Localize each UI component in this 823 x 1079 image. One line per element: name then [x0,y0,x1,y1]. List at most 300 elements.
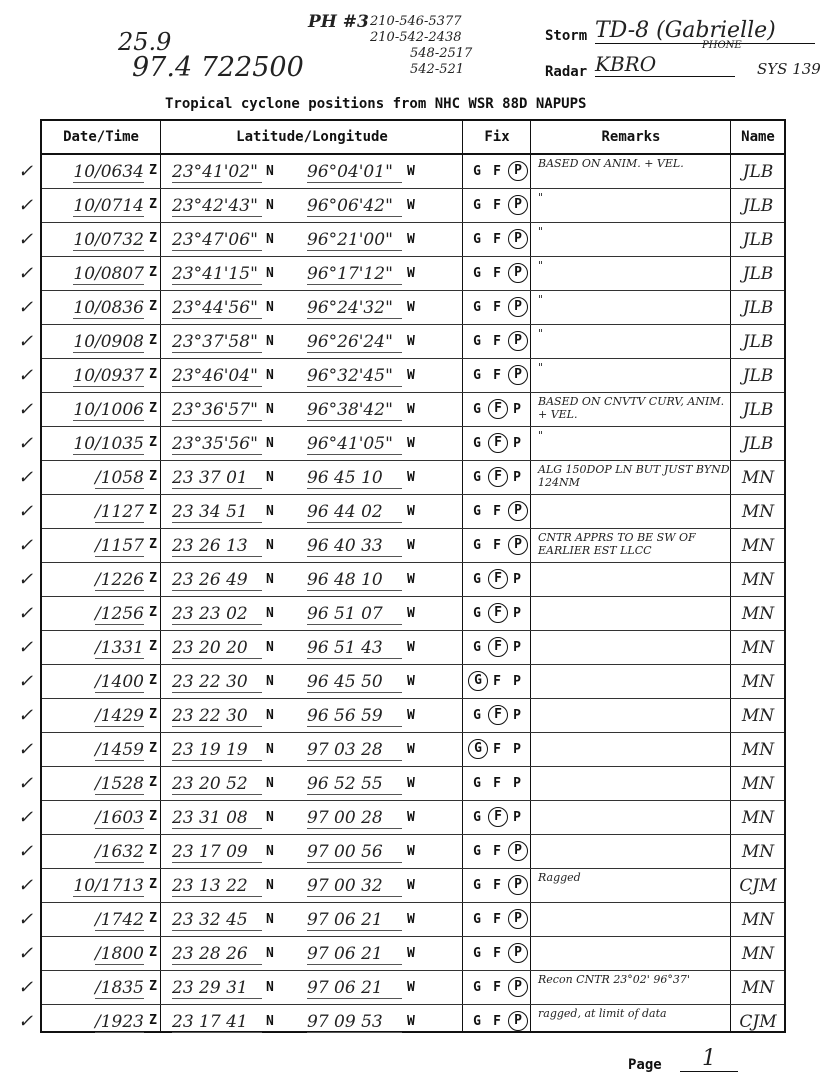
fix-option-g[interactable]: G [473,640,481,655]
datetime-cell [42,563,160,596]
longitude-value[interactable]: 96°26'24" [307,332,402,353]
remarks-cell[interactable]: " [538,327,544,340]
remarks-cell[interactable]: BASED ON ANIM. + VEL. [538,157,684,170]
fix-option-f[interactable]: F [488,807,508,827]
remarks-cell[interactable]: " [538,225,544,238]
remarks-cell[interactable]: Ragged [538,871,581,884]
fix-option-g[interactable]: G [473,572,481,587]
zulu-label: Z [149,639,157,654]
fix-option-g[interactable]: G [473,606,481,621]
name-cell[interactable]: CJM [739,876,777,896]
fix-option-p[interactable]: P [513,674,521,689]
fix-option-f[interactable]: F [488,467,508,487]
remarks-cell[interactable]: CNTR APPRS TO BE SW OF EARLIER EST LLCC [538,531,696,557]
fix-option-f[interactable]: F [493,198,501,213]
longitude-value[interactable]: 96 51 07 [307,604,402,625]
fix-option-f[interactable]: F [493,164,501,179]
name-cell[interactable]: JLB [742,196,774,216]
west-label: W [407,538,415,553]
latitude-value[interactable]: 23 29 31 [172,978,262,999]
table-row [18,393,784,427]
fix-option-p[interactable]: P [508,841,528,861]
fix-cell [464,529,530,562]
latitude-value[interactable]: 23 13 22 [172,876,262,897]
latlon-cell [162,359,462,392]
fix-option-f[interactable]: F [488,399,508,419]
fix-option-p[interactable]: P [508,229,528,249]
fix-option-g[interactable]: G [468,739,488,759]
zulu-label: Z [149,741,157,756]
latlon-cell [162,495,462,528]
datetime-cell [42,835,160,868]
latitude-value[interactable]: 23°36'57" [172,400,262,421]
longitude-value[interactable]: 96°41'05" [307,434,402,455]
datetime-value[interactable]: /1157 [95,536,144,556]
page-number-field[interactable]: 1 [680,1046,738,1072]
fix-option-g[interactable]: G [473,912,481,927]
fix-option-p[interactable]: P [513,640,521,655]
name-cell[interactable]: MN [741,604,775,624]
fix-option-f[interactable]: F [488,433,508,453]
datetime-value[interactable]: /1632 [95,842,144,862]
fix-option-p[interactable]: P [513,402,521,417]
check-mark-icon: ✓ [18,535,34,556]
fix-option-g[interactable]: G [473,1014,481,1029]
west-label: W [407,708,415,723]
name-cell[interactable]: MN [741,808,775,828]
radar-field[interactable]: KBRO [595,52,735,77]
header-fix: Fix [484,129,510,145]
name-cell[interactable]: MN [741,706,775,726]
name-cell[interactable]: MN [741,774,775,794]
name-cell[interactable]: MN [741,978,775,998]
fix-option-f[interactable]: F [493,504,501,519]
zulu-label: Z [149,299,157,314]
fix-option-p[interactable]: P [508,909,528,929]
fix-option-p[interactable]: P [508,263,528,283]
north-label: N [266,504,274,519]
datetime-cell [42,529,160,562]
fix-option-f[interactable]: F [493,912,501,927]
check-mark-icon: ✓ [18,569,34,590]
table-row [18,801,784,835]
west-label: W [407,606,415,621]
check-mark-icon: ✓ [18,467,34,488]
west-label: W [407,1014,415,1029]
datetime-cell [42,631,160,664]
north-label: N [266,402,274,417]
fix-option-g[interactable]: G [473,266,481,281]
check-mark-icon: ✓ [18,943,34,964]
remarks-cell[interactable] [532,937,730,970]
datetime-value[interactable]: /1835 [95,978,144,998]
fix-cell [464,699,530,732]
west-label: W [407,266,415,281]
fix-cell [464,189,530,222]
check-mark-icon: ✓ [18,875,34,896]
zulu-label: Z [149,197,157,212]
table-row [18,1005,784,1039]
name-cell[interactable]: MN [741,468,775,488]
west-label: W [407,504,415,519]
latitude-value[interactable]: 23 22 30 [172,672,262,693]
datetime-value[interactable]: 10/0908 [73,332,144,352]
fix-option-f[interactable]: F [488,705,508,725]
datetime-value[interactable]: /1429 [95,706,144,726]
latitude-value[interactable]: 23 26 13 [172,536,262,557]
datetime-cell [42,733,160,766]
latitude-value[interactable]: 23 37 01 [172,468,262,489]
datetime-value[interactable]: /1400 [95,672,144,692]
remarks-cell[interactable] [532,835,730,868]
latitude-value[interactable]: 23 17 09 [172,842,262,863]
fix-option-p[interactable]: P [508,535,528,555]
fix-option-f[interactable]: F [493,300,501,315]
fix-cell [464,767,530,800]
longitude-value[interactable]: 96 52 55 [307,774,402,795]
longitude-value[interactable]: 96 44 02 [307,502,402,523]
name-cell[interactable]: JLB [742,298,774,318]
fix-cell [464,325,530,358]
longitude-value[interactable]: 96 45 50 [307,672,402,693]
fix-option-p[interactable]: P [508,501,528,521]
datetime-cell [42,801,160,834]
remarks-cell[interactable] [532,801,730,834]
longitude-value[interactable]: 96°04'01" [307,162,402,183]
fix-cell [464,631,530,664]
datetime-value[interactable]: /1127 [95,502,144,522]
table-row [18,427,784,461]
name-cell[interactable]: JLB [742,366,774,386]
datetime-value[interactable]: /1226 [95,570,144,590]
fix-option-f[interactable]: F [493,674,501,689]
remarks-cell[interactable]: ragged, at limit of data [538,1007,667,1020]
datetime-cell [42,495,160,528]
name-cell[interactable]: JLB [742,332,774,352]
fix-option-f[interactable]: F [493,538,501,553]
west-label: W [407,912,415,927]
west-label: W [407,640,415,655]
remarks-cell[interactable]: BASED ON CNVTV CURV, ANIM. + VEL. [538,395,725,421]
longitude-value[interactable]: 97 06 21 [307,944,402,965]
datetime-cell [42,427,160,460]
remarks-cell[interactable]: ALG 150DOP LN BUT JUST BYND 124NM [538,463,730,489]
fix-option-g[interactable]: G [473,334,481,349]
north-label: N [266,946,274,961]
fix-option-f[interactable]: F [493,776,501,791]
latlon-cell [162,257,462,290]
west-label: W [407,334,415,349]
fix-option-p[interactable]: P [508,195,528,215]
longitude-value[interactable]: 97 00 32 [307,876,402,897]
fix-option-g[interactable]: G [473,470,481,485]
datetime-value[interactable]: 10/1006 [73,400,144,420]
fix-option-p[interactable]: P [508,1011,528,1031]
fix-option-f[interactable]: F [493,844,501,859]
remarks-cell[interactable]: " [538,429,544,442]
phone-2: 210-542-2438 [370,30,462,45]
remarks-cell[interactable] [532,597,730,630]
radar-phone-note: PHONE [702,40,742,51]
longitude-value[interactable]: 96 40 33 [307,536,402,557]
longitude-value[interactable]: 96°21'00" [307,230,402,251]
form-title: Tropical cyclone positions from NHC WSR 88D NAPUPS [165,96,587,112]
zulu-label: Z [149,401,157,416]
longitude-value[interactable]: 97 00 56 [307,842,402,863]
name-cell[interactable]: JLB [742,264,774,284]
fix-option-g[interactable]: G [473,368,481,383]
latlon-cell [162,393,462,426]
table-row [18,359,784,393]
remarks-cell[interactable]: " [538,293,544,306]
latlon-cell [162,223,462,256]
latlon-cell [162,461,462,494]
latitude-value[interactable]: 23°42'43" [172,196,262,217]
datetime-value[interactable]: 10/0714 [73,196,144,216]
datetime-value[interactable]: /1603 [95,808,144,828]
datetime-cell [42,291,160,324]
name-cell[interactable]: MN [741,570,775,590]
fix-option-p[interactable]: P [513,470,521,485]
fix-option-f[interactable]: F [488,637,508,657]
fix-option-g[interactable]: G [473,232,481,247]
remarks-cell[interactable] [532,903,730,936]
latitude-value[interactable]: 23 31 08 [172,808,262,829]
latitude-value[interactable]: 23 26 49 [172,570,262,591]
longitude-value[interactable]: 96°06'42" [307,196,402,217]
fix-option-g[interactable]: G [473,844,481,859]
west-label: W [407,742,415,757]
fix-option-f[interactable]: F [493,946,501,961]
fix-option-f[interactable]: F [493,334,501,349]
fix-option-p[interactable]: P [513,606,521,621]
datetime-value[interactable]: 10/0937 [73,366,144,386]
fix-option-f[interactable]: F [493,368,501,383]
name-cell[interactable]: MN [741,502,775,522]
remarks-cell[interactable] [532,733,730,766]
check-mark-icon: ✓ [18,501,34,522]
check-mark-icon: ✓ [18,331,34,352]
fix-option-p[interactable]: P [513,810,521,825]
fix-option-p[interactable]: P [513,436,521,451]
latitude-value[interactable]: 23°44'56" [172,298,262,319]
name-cell[interactable]: JLB [742,230,774,250]
fix-cell [464,461,530,494]
fix-option-f[interactable]: F [493,1014,501,1029]
table-row [18,631,784,665]
check-mark-icon: ✓ [18,603,34,624]
fix-cell [464,733,530,766]
latitude-value[interactable]: 23 34 51 [172,502,262,523]
name-cell[interactable]: MN [741,536,775,556]
latitude-value[interactable]: 23°37'58" [172,332,262,353]
fix-option-g[interactable]: G [473,198,481,213]
latlon-cell [162,529,462,562]
fix-option-f[interactable]: F [493,232,501,247]
remarks-cell[interactable] [532,563,730,596]
fix-option-f[interactable]: F [493,980,501,995]
fix-option-p[interactable]: P [513,708,521,723]
fix-option-p[interactable]: P [513,572,521,587]
fix-option-g[interactable]: G [473,504,481,519]
fix-cell [464,801,530,834]
datetime-value[interactable]: /1058 [95,468,144,488]
fix-option-g[interactable]: G [473,436,481,451]
storm-field[interactable]: TD-8 (Gabrielle) [595,18,815,44]
remarks-cell[interactable]: " [538,259,544,272]
latitude-value[interactable]: 23 22 30 [172,706,262,727]
remarks-cell[interactable] [532,495,730,528]
latitude-value[interactable]: 23 20 20 [172,638,262,659]
north-label: N [266,980,274,995]
fix-option-p[interactable]: P [508,943,528,963]
name-cell[interactable]: MN [741,842,775,862]
remarks-cell[interactable] [532,699,730,732]
name-cell[interactable]: MN [741,672,775,692]
table-header [42,121,784,155]
latitude-value[interactable]: 23°41'02" [172,162,262,183]
remarks-cell[interactable]: " [538,361,544,374]
datetime-value[interactable]: 10/0807 [73,264,144,284]
latitude-value[interactable]: 23 17 41 [172,1012,262,1033]
fix-option-g[interactable]: G [473,878,481,893]
longitude-value[interactable]: 97 00 28 [307,808,402,829]
name-cell[interactable]: MN [741,944,775,964]
datetime-value[interactable]: 10/1035 [73,434,144,454]
fix-option-p[interactable]: P [508,331,528,351]
north-label: N [266,334,274,349]
remarks-cell[interactable] [532,631,730,664]
latitude-value[interactable]: 23 19 19 [172,740,262,761]
longitude-value[interactable]: 96°17'12" [307,264,402,285]
fix-option-g[interactable]: G [468,671,488,691]
datetime-value[interactable]: 10/0732 [73,230,144,250]
remarks-cell[interactable]: Recon CNTR 23°02' 96°37' [538,973,690,986]
latitude-value[interactable]: 23 23 02 [172,604,262,625]
fix-cell [464,223,530,256]
datetime-value[interactable]: /1331 [95,638,144,658]
west-label: W [407,232,415,247]
longitude-value[interactable]: 97 06 21 [307,910,402,931]
north-label: N [266,470,274,485]
latitude-value[interactable]: 23°41'15" [172,264,262,285]
datetime-value[interactable]: /1923 [95,1012,144,1032]
datetime-value[interactable]: /1742 [95,910,144,930]
longitude-value[interactable]: 96 45 10 [307,468,402,489]
zulu-label: Z [149,605,157,620]
longitude-value[interactable]: 96 51 43 [307,638,402,659]
table-row [18,767,784,801]
table-row [18,495,784,529]
longitude-value[interactable]: 97 09 53 [307,1012,402,1033]
fix-cell [464,665,530,698]
datetime-cell [42,937,160,970]
header-datetime: Date/Time [63,129,139,145]
datetime-value[interactable]: /1528 [95,774,144,794]
name-cell[interactable]: MN [741,740,775,760]
longitude-value[interactable]: 96°32'45" [307,366,402,387]
longitude-value[interactable]: 96 56 59 [307,706,402,727]
check-mark-icon: ✓ [18,195,34,216]
latitude-value[interactable]: 23°46'04" [172,366,262,387]
fix-option-p[interactable]: P [508,875,528,895]
fix-option-g[interactable]: G [473,810,481,825]
name-cell[interactable]: MN [741,910,775,930]
name-cell[interactable]: CJM [739,1012,777,1032]
longitude-value[interactable]: 96 48 10 [307,570,402,591]
name-cell[interactable]: JLB [742,162,774,182]
fix-option-g[interactable]: G [473,164,481,179]
remarks-cell[interactable] [532,665,730,698]
fix-option-g[interactable]: G [473,776,481,791]
fix-option-p[interactable]: P [513,776,521,791]
table-row [18,597,784,631]
north-label: N [266,368,274,383]
remarks-cell[interactable] [532,767,730,800]
datetime-value[interactable]: 10/1713 [73,876,144,896]
fix-option-p[interactable]: P [508,161,528,181]
fix-option-g[interactable]: G [473,946,481,961]
west-label: W [407,300,415,315]
datetime-value[interactable]: /1800 [95,944,144,964]
fix-option-g[interactable]: G [473,402,481,417]
name-cell[interactable]: MN [741,638,775,658]
fix-option-p[interactable]: P [513,742,521,757]
longitude-value[interactable]: 97 03 28 [307,740,402,761]
fix-option-g[interactable]: G [473,980,481,995]
fix-option-p[interactable]: P [508,977,528,997]
fix-option-f[interactable]: F [488,569,508,589]
latitude-value[interactable]: 23 32 45 [172,910,262,931]
datetime-value[interactable]: /1459 [95,740,144,760]
fix-option-f[interactable]: F [493,878,501,893]
longitude-value[interactable]: 96°38'42" [307,400,402,421]
check-mark-icon: ✓ [18,637,34,658]
fix-option-g[interactable]: G [473,538,481,553]
fix-option-p[interactable]: P [508,297,528,317]
datetime-value[interactable]: 10/0634 [73,162,144,182]
latitude-value[interactable]: 23 28 26 [172,944,262,965]
check-mark-icon: ✓ [18,705,34,726]
fix-option-f[interactable]: F [488,603,508,623]
latitude-value[interactable]: 23°47'06" [172,230,262,251]
longitude-value[interactable]: 96°24'32" [307,298,402,319]
datetime-value[interactable]: /1256 [95,604,144,624]
latlon-cell [162,835,462,868]
datetime-cell [42,1005,160,1038]
longitude-value[interactable]: 97 06 21 [307,978,402,999]
latitude-value[interactable]: 23°35'56" [172,434,262,455]
north-label: N [266,232,274,247]
fix-option-g[interactable]: G [473,708,481,723]
check-mark-icon: ✓ [18,739,34,760]
name-cell[interactable]: JLB [742,400,774,420]
fix-option-g[interactable]: G [473,300,481,315]
zulu-label: Z [149,979,157,994]
datetime-cell [42,393,160,426]
fix-cell [464,597,530,630]
check-mark-icon: ✓ [18,773,34,794]
north-label: N [266,708,274,723]
fix-option-f[interactable]: F [493,742,501,757]
latitude-value[interactable]: 23 20 52 [172,774,262,795]
fix-option-p[interactable]: P [508,365,528,385]
datetime-value[interactable]: 10/0836 [73,298,144,318]
fix-option-f[interactable]: F [493,266,501,281]
north-label: N [266,878,274,893]
remarks-cell[interactable]: " [538,191,544,204]
name-cell[interactable]: JLB [742,434,774,454]
